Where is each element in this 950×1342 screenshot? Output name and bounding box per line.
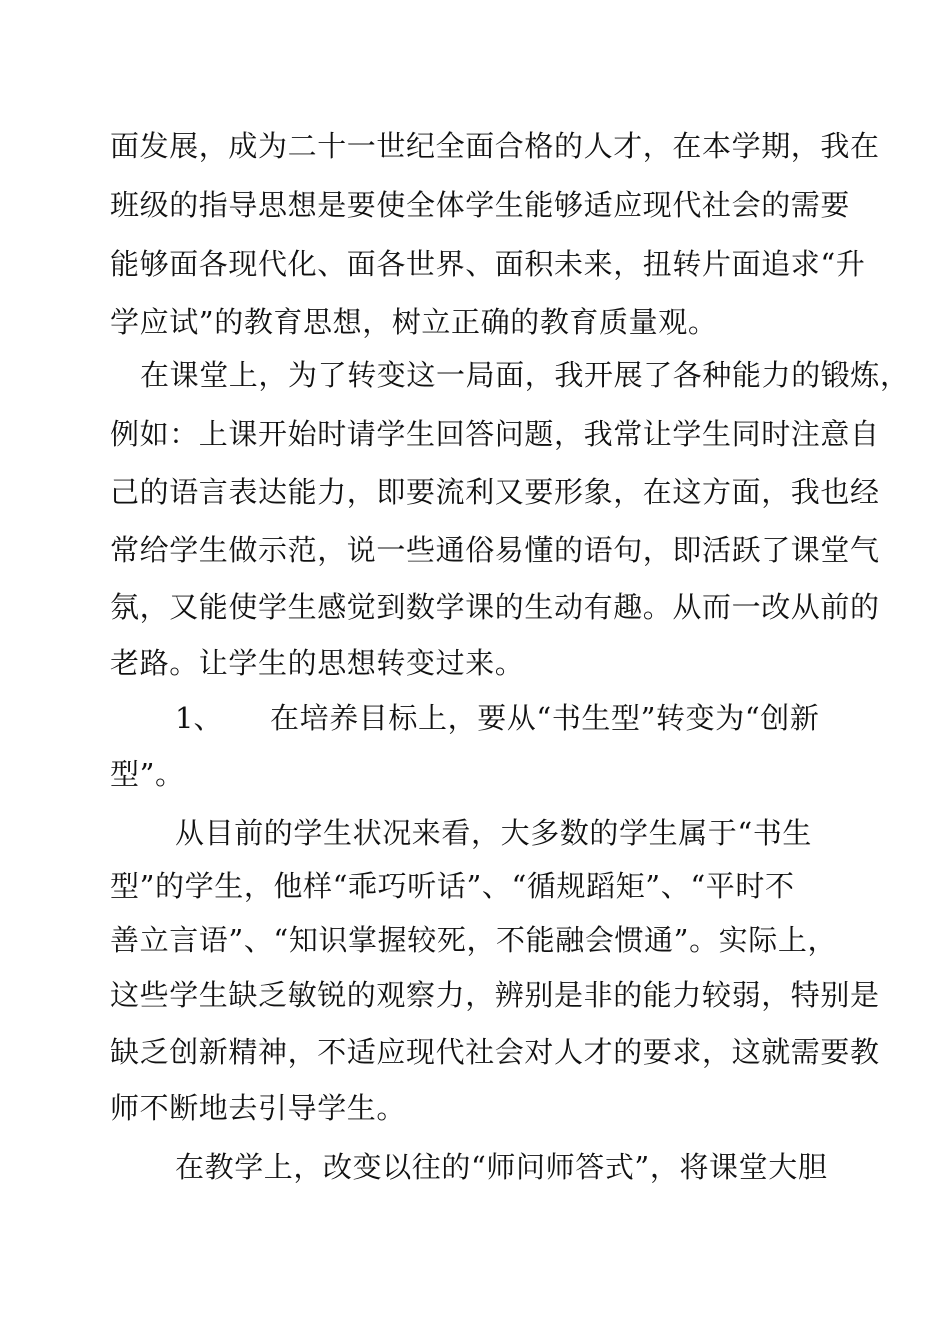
paragraph-line: 缺乏创新精神，不适应现代社会对人才的要求，这就需要教 xyxy=(110,1035,880,1069)
paragraph-line: 师不断地去引导学生。 xyxy=(110,1091,407,1125)
paragraph-line: 己的语言表达能力，即要流利又要形象，在这方面，我也经 xyxy=(110,475,880,509)
list-item-continuation: 型”。 xyxy=(110,757,185,791)
paragraph-line: 这些学生缺乏敏锐的观察力，辨别是非的能力较弱，特别是 xyxy=(110,978,880,1012)
paragraph-line: 常给学生做示范，说一些通俗易懂的语句，即活跃了课堂气 xyxy=(110,533,880,567)
paragraph-line: 能够面各现代化、面各世界、面积未来，扭转片面追求“升 xyxy=(110,247,866,281)
paragraph-line: 面发展，成为二十一世纪全面合格的人才，在本学期，我在 xyxy=(110,129,880,163)
paragraph-line: 班级的指导思想是要使全体学生能够适应现代社会的需要 xyxy=(110,188,851,222)
paragraph-line: 老路。让学生的思想转变过来。 xyxy=(110,646,525,680)
paragraph-line: 学应试”的教育思想，树立正确的教育质量观。 xyxy=(110,305,718,339)
paragraph-line: 氛，又能使学生感觉到数学课的生动有趣。从而一改从前的 xyxy=(110,590,880,624)
list-item-number: 1、 xyxy=(175,701,223,735)
paragraph-line: 从目前的学生状况来看，大多数的学生属于“书生 xyxy=(175,816,813,850)
paragraph-line: 例如：上课开始时请学生回答问题，我常让学生同时注意自 xyxy=(110,417,880,451)
paragraph-line: 在课堂上，为了转变这一局面，我开展了各种能力的锻炼， xyxy=(140,358,910,392)
paragraph-line: 善立言语”、“知识掌握较死，不能融会惯通”。实际上， xyxy=(110,923,838,957)
paragraph-line: 在教学上，改变以往的“师问师答式”，将课堂大胆 xyxy=(175,1150,828,1184)
paragraph-line: 型”的学生，他样“乖巧听话”、“循规蹈矩”、“平时不 xyxy=(110,869,795,903)
list-item-text: 在培养目标上，要从“书生型”转变为“创新 xyxy=(270,701,820,735)
